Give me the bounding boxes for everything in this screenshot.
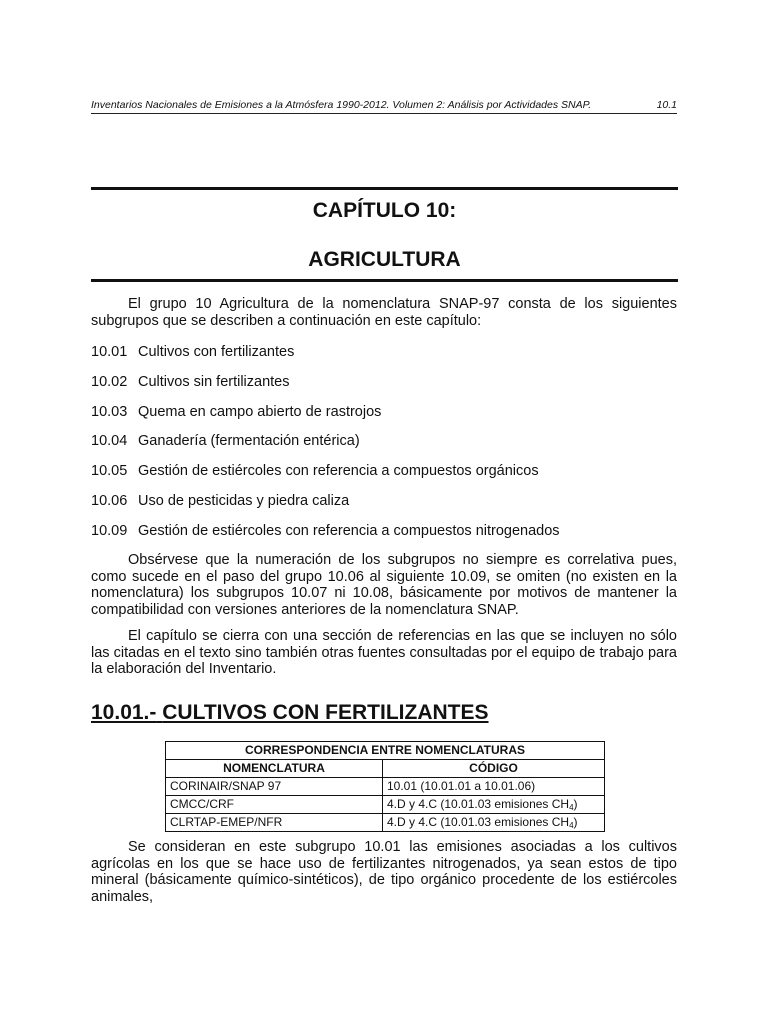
header-codigo: CÓDIGO bbox=[383, 760, 605, 778]
list-item bbox=[91, 463, 539, 479]
section-number: 10.01.- bbox=[91, 701, 157, 724]
subgroup-label: Cultivos sin fertilizantes bbox=[138, 374, 290, 390]
subgroup-label: Uso de pesticidas y piedra caliza bbox=[138, 493, 350, 509]
chapter-number: CAPÍTULO 10: bbox=[312, 199, 457, 222]
list-item bbox=[91, 374, 290, 390]
numbering-paragraph: Obsérvese que la numeración de los subgrupos no siempre es correlativa pues, como sucede en el paso del grupo 10.06 al siguiente 10.09, se omiten (no existen en la nomenclatura) los subgrupos 10.07 ni 10.08, básicamente por motivos de mantener la compatibilidad con versiones anteriores de la nomenclatura SNAP. bbox=[91, 552, 677, 618]
subgroup-label: Cultivos con fertilizantes bbox=[138, 344, 295, 360]
list-item bbox=[91, 404, 381, 420]
section-heading bbox=[91, 701, 489, 725]
chapter-title: AGRICULTURA bbox=[308, 248, 461, 271]
list-item bbox=[91, 523, 560, 539]
references-paragraph: El capítulo se cierra con una sección de referencias en las que se incluyen no sólo las citadas en el texto sino también otras fuentes consultadas por el equipo de trabajo para la elaboración del Inventario. bbox=[91, 628, 677, 677]
table-header-row bbox=[166, 760, 605, 778]
running-header bbox=[91, 97, 677, 114]
table-row bbox=[166, 814, 605, 832]
cell-codigo: 4.D y 4.C (10.01.03 emisiones $CH_4$) bbox=[383, 814, 605, 832]
cell-nomenclatura: CMCC/CRF bbox=[166, 796, 383, 814]
correspondence-table bbox=[165, 741, 605, 832]
header-title: Inventarios Nacionales de Emisiones a la Atmósfera 1990-2012. Volumen 2: Análisis por Actividades SNAP. bbox=[91, 99, 592, 111]
subgroup-code: 10.03 bbox=[91, 404, 128, 420]
bottom-rule bbox=[91, 279, 678, 282]
subgroup-code: 10.06 bbox=[91, 493, 128, 509]
top-rule bbox=[91, 187, 678, 190]
list-item bbox=[91, 493, 349, 509]
subgroup-code: 10.04 bbox=[91, 433, 128, 449]
subgroup-code: 10.02 bbox=[91, 374, 128, 390]
cell-codigo: 10.01 (10.01.01 a 10.01.06) bbox=[383, 778, 605, 796]
table-row bbox=[166, 778, 605, 796]
table-title: CORRESPONDENCIA ENTRE NOMENCLATURAS bbox=[166, 742, 605, 760]
subgroup-code: 10.01 bbox=[91, 344, 128, 360]
subgroup-label: Ganadería (fermentación entérica) bbox=[138, 433, 360, 449]
table-title-row bbox=[166, 742, 605, 760]
subgroup-code: 10.09 bbox=[91, 523, 128, 539]
section-paragraph: Se consideran en este subgrupo 10.01 las emisiones asociadas a los cultivos agrícolas en los que se hace uso de fertilizantes nitrogenados, ya sean estos de tipo mineral (básicamente químico-sintéticos), de tipo orgánico procedente de los estiércoles animales, bbox=[91, 839, 677, 905]
section-title: CULTIVOS CON FERTILIZANTES bbox=[162, 701, 489, 724]
subgroup-label: Gestión de estiércoles con referencia a compuestos nitrogenados bbox=[138, 523, 560, 539]
table-row bbox=[166, 796, 605, 814]
cell-nomenclatura: CLRTAP-EMEP/NFR bbox=[166, 814, 383, 832]
list-item bbox=[91, 344, 294, 360]
intro-paragraph: El grupo 10 Agricultura de la nomenclatura SNAP-97 consta de los siguientes subgrupos que se describen a continuación en este capítulo: bbox=[91, 296, 677, 329]
header-nomenclatura: NOMENCLATURA bbox=[166, 760, 383, 778]
list-item bbox=[91, 433, 360, 449]
cell-nomenclatura: CORINAIR/SNAP 97 bbox=[166, 778, 383, 796]
subgroup-label: Gestión de estiércoles con referencia a compuestos orgánicos bbox=[138, 463, 539, 479]
page-number: 10.1 bbox=[656, 99, 677, 111]
subgroup-label: Quema en campo abierto de rastrojos bbox=[138, 404, 382, 420]
subgroup-code: 10.05 bbox=[91, 463, 128, 479]
cell-codigo: 4.D y 4.C (10.01.03 emisiones $CH_4$) bbox=[383, 796, 605, 814]
